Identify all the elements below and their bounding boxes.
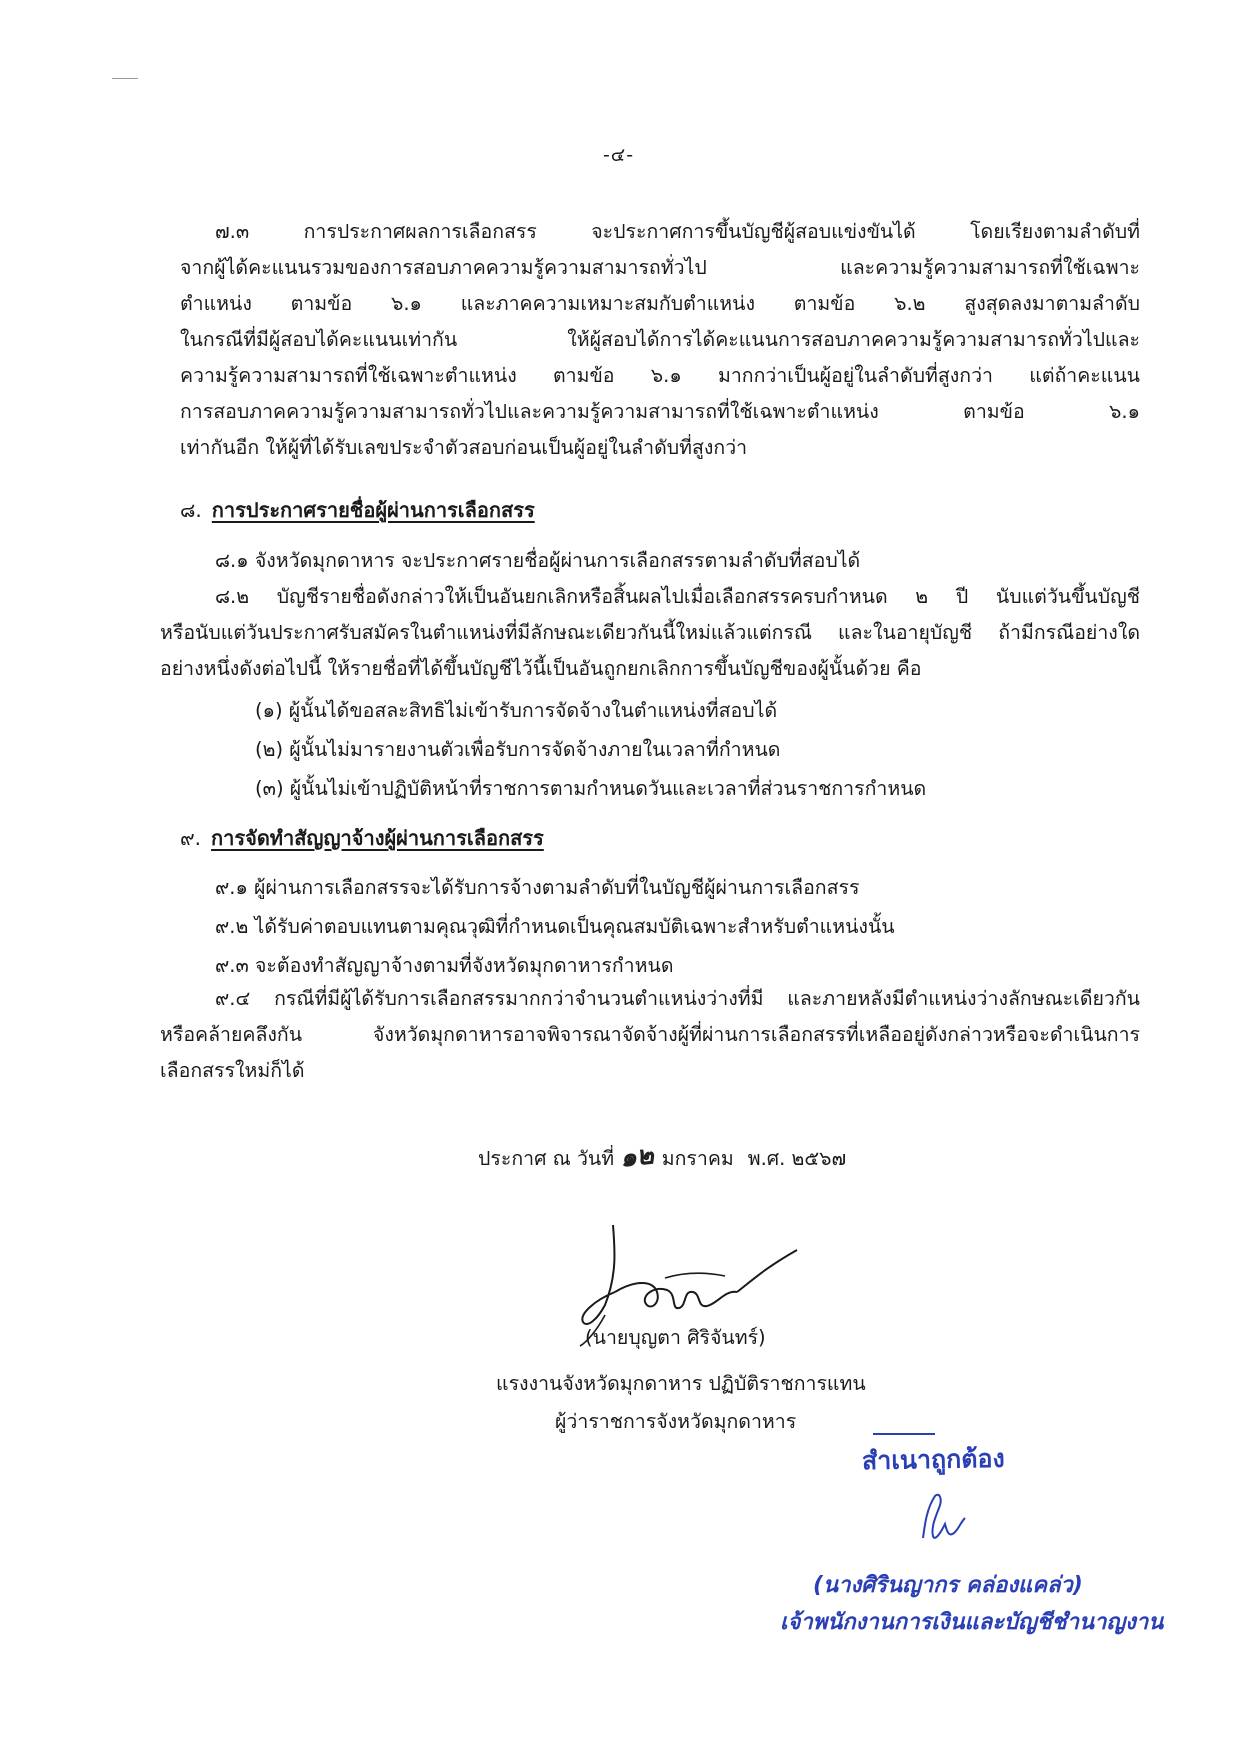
stamp-underline [873,1433,935,1435]
item-8-2 [160,579,1140,687]
paragraph-line: หรือคล้ายคลึงกัน จังหวัดมุกดาหารอาจพิจารณาจัดจ้างผู้ที่ผ่านการเลือกสรรที่เหลืออยู่ดังกล่าวหรือจะดำเนินการ [160,1023,1140,1046]
paragraph-line: อย่างหนึ่งดังต่อไปนี้ ให้รายชื่อที่ได้ขึ้นบัญชีไว้นี้เป็นอันถูกยกเลิกการขึ้นบัญชีของผู้นั้นด้วย คือ [160,657,922,680]
item-8-1: ๘.๑ จังหวัดมุกดาหาร จะประกาศรายชื่อผู้ผ่านการเลือกสรรตามลำดับที่สอบได้ [215,549,861,572]
paragraph-line: ๗.๓ การประกาศผลการเลือกสรร จะประกาศการขึ้นบัญชีผู้สอบแข่งขันได้ โดยเรียงตามลำดับที่ [215,220,1140,243]
section-9-body [180,870,1140,984]
signer-position-1: แรงงานจังหวัดมุกดาหาร ปฏิบัติราชการแทน [496,1372,866,1395]
paragraph-line: เลือกสรรใหม่ก็ได้ [160,1059,305,1082]
paragraph-line: ในกรณีที่มีผู้สอบได้คะแนนเท่ากัน ให้ผู้สอบได้การได้คะแนนการสอบภาคความรู้ความสามารถทั่วไปและ [180,328,1140,351]
certifier-position: เจ้าพนักงานการเงินและบัญชีชำนาญงาน [780,1610,1164,1635]
announcement-month: มกราคม [661,1147,734,1170]
section-8-title: การประกาศรายชื่อผู้ผ่านการเลือกสรร [211,498,535,522]
paragraph-line: ความรู้ความสามารถที่ใช้เฉพาะตำแหน่ง ตามข้อ ๖.๑ มากกว่าเป็นผู้อยู่ในลำดับที่สูงกว่า แต่ถ้าคะแนน [180,364,1140,387]
paragraph-line: หรือนับแต่วันประกาศรับสมัครในตำแหน่งที่มีลักษณะเดียวกันนี้ใหม่แล้วแต่กรณี และในอายุบัญชี ถ้ามีกรณีอย่างใด [160,621,1140,644]
scan-artifact-mark [112,78,138,79]
announcement-day-handwritten: ๑๒ [618,1140,656,1174]
section-8-body [180,543,1140,579]
paragraph-line: การสอบภาคความรู้ความสามารถทั่วไปและความรู้ความสามารถที่ใช้เฉพาะตำแหน่ง ตามข้อ ๖.๑ [180,400,1140,423]
paragraph-line: จากผู้ได้คะแนนรวมของการสอบภาคความรู้ความสามารถทั่วไป และความรู้ความสามารถที่ใช้เฉพาะ [180,256,1140,279]
section-9-heading [180,820,544,856]
certifier-name: (นางศิรินญากร คล่องแคล่ว) [813,1573,1083,1598]
certifier-initials-drawing [913,1488,973,1548]
item-9-2: ๙.๒ ได้รับค่าตอบแทนตามคุณวุฒิที่กำหนดเป็นคุณสมบัติเฉพาะสำหรับตำแหน่งนั้น [215,915,895,938]
item-9-1: ๙.๑ ผู้ผ่านการเลือกสรรจะได้รับการจ้างตามลำดับที่ในบัญชีผู้ผ่านการเลือกสรร [215,876,860,899]
section-9-title: การจัดทำสัญญาจ้างผู้ผ่านการเลือกสรร [211,826,544,850]
section-8-number: ๘. [180,498,202,522]
item-9-4 [160,981,1140,1089]
paragraph-line: ๙.๔ กรณีที่มีผู้ได้รับการเลือกสรรมากกว่าจำนวนตำแหน่งว่างที่มี และภายหลังมีตำแหน่งว่างลักษณะเดียวกัน [215,987,1140,1010]
signer-position-2: ผู้ว่าราชการจังหวัดมุกดาหาร [555,1410,797,1433]
item-9-3: ๙.๓ จะต้องทำสัญญาจ้างตามที่จังหวัดมุกดาหารกำหนด [215,954,674,977]
page-number: -๔- [602,144,635,166]
condition-item: (๑) ผู้นั้นได้ขอสละสิทธิไม่เข้ารับการจัดจ้างในตำแหน่งที่สอบได้ [255,699,778,722]
announcement-prefix: ประกาศ ณ วันที่ [478,1147,615,1170]
signer-name: (นายบุญตา ศิริจันทร์) [585,1326,766,1349]
section-8-heading [180,492,535,528]
paragraph-line: เท่ากันอีก ให้ผู้ที่ได้รับเลขประจำตัวสอบก่อนเป็นผู้อยู่ในลำดับที่สูงกว่า [180,436,748,459]
announcement-date [478,1136,846,1177]
condition-item: (๒) ผู้นั้นไม่มารายงานตัวเพื่อรับการจัดจ้างภายในเวลาที่กำหนด [255,738,781,761]
paragraph-7-3 [180,214,1140,466]
paragraph-line: ตำแหน่ง ตามข้อ ๖.๑ และภาคความเหมาะสมกับตำแหน่ง ตามข้อ ๖.๒ สูงสุดลงมาตามลำดับ [180,292,1140,315]
announcement-year: พ.ศ. ๒๕๖๗ [747,1147,847,1170]
condition-item: (๓) ผู้นั้นไม่เข้าปฏิบัติหน้าที่ราชการตามกำหนดวันและเวลาที่ส่วนราชการกำหนด [255,777,927,800]
paragraph-line: ๘.๒ บัญชีรายชื่อดังกล่าวให้เป็นอันยกเลิกหรือสิ้นผลไปเมื่อเลือกสรรครบกำหนด ๒ ปี นับแต่วันขึ้นบัญชี [215,585,1140,608]
conditions-list [180,693,1140,807]
certification-stamp-title: สำเนาถูกต้อง [861,1443,1005,1476]
section-9-number: ๙. [180,826,202,850]
